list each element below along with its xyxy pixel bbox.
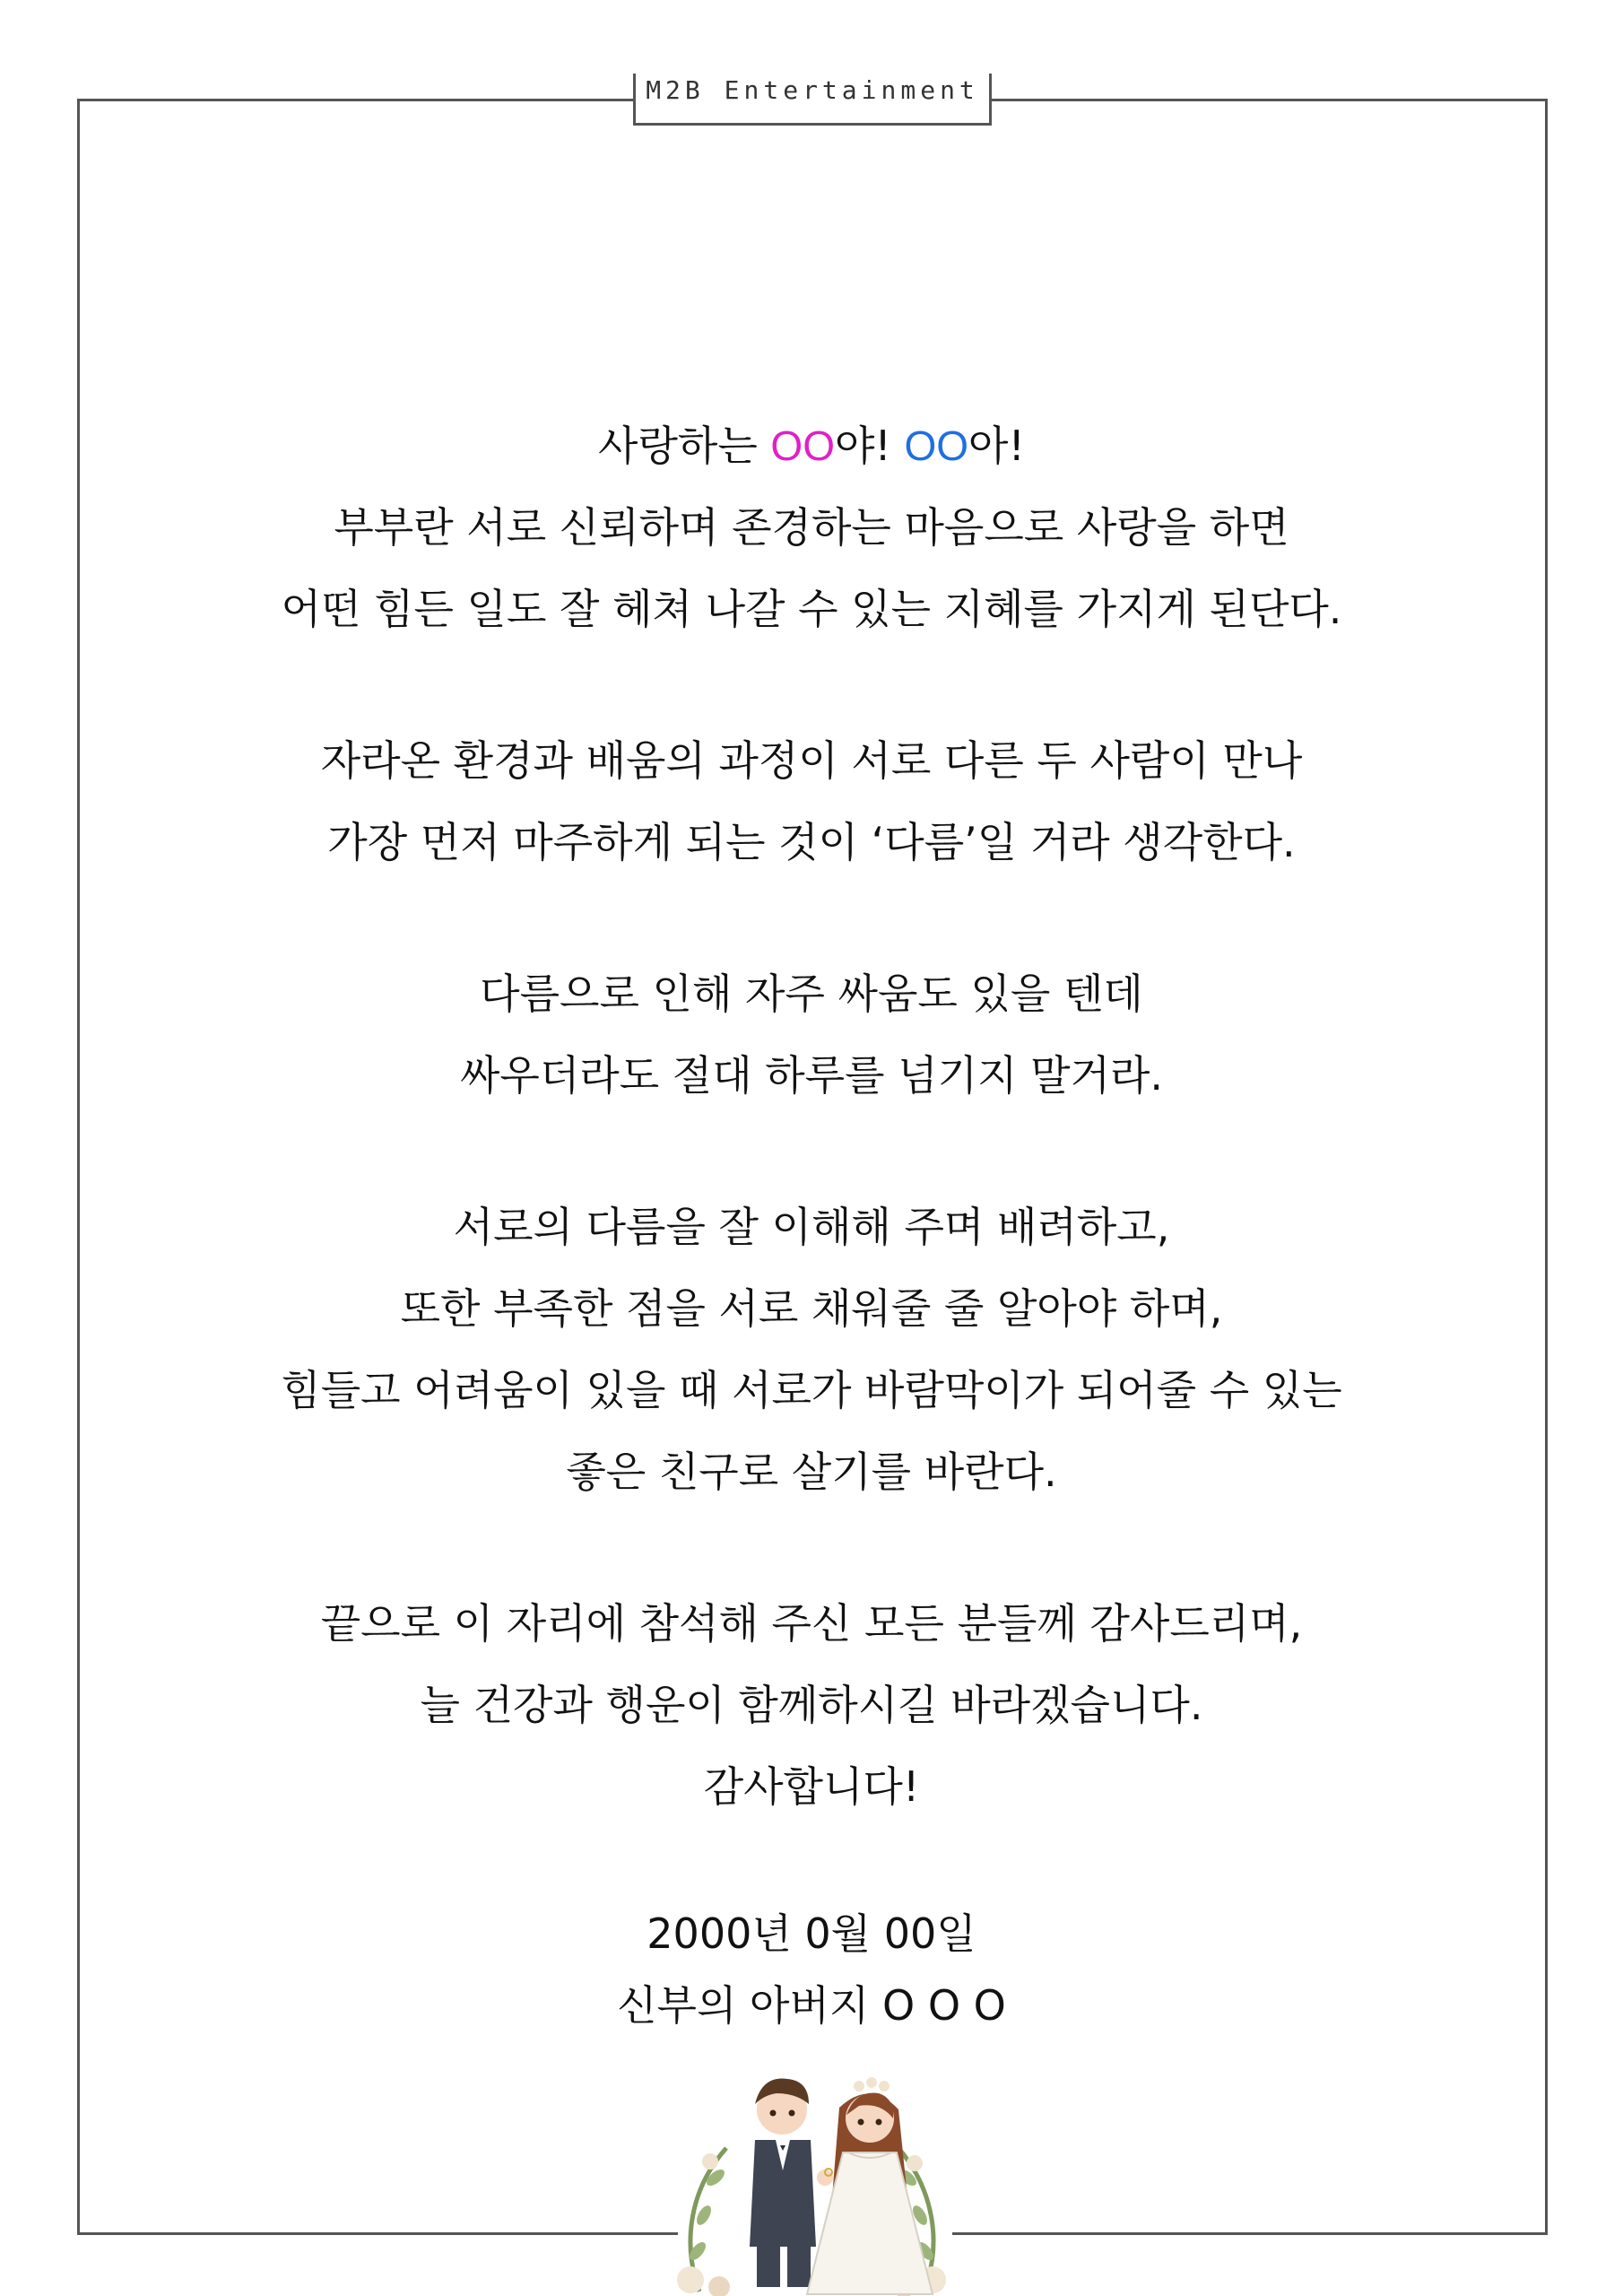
paragraph-line: 가장 먼저 마주하게 되는 것이 ‘다름’일 거라 생각한다. bbox=[327, 818, 1296, 866]
signer-name: 신부의 아버지 O O O bbox=[617, 1981, 1006, 2030]
greeting-mid: 야! bbox=[834, 422, 905, 470]
paragraph-line: 끝으로 이 자리에 참석해 주신 모든 분들께 감사드리며, bbox=[320, 1599, 1303, 1648]
letter-body bbox=[81, 405, 1542, 1828]
paragraph-line: 늘 건강과 행운이 함께하시길 바라겠습니다. bbox=[420, 1681, 1203, 1729]
paragraph-line: 서로의 다름을 잘 이해해 주며 배려하고, bbox=[453, 1203, 1170, 1251]
letter-date: 2000년 0월 00일 bbox=[647, 1909, 976, 1958]
frame-left bbox=[77, 99, 80, 2235]
frame-top-right bbox=[990, 99, 1548, 101]
paragraph-line: 싸우더라도 절대 하루를 넘기지 말거라. bbox=[459, 1051, 1164, 1100]
frame-bottom-right bbox=[952, 2232, 1548, 2235]
paragraph-line: 다름으로 인해 자주 싸움도 있을 텐데 bbox=[480, 970, 1143, 1018]
signature-block bbox=[81, 1898, 1542, 2041]
groom-name-placeholder: OO bbox=[770, 422, 835, 469]
greeting-line bbox=[81, 405, 1542, 487]
wedding-couple-icon bbox=[664, 2063, 959, 2296]
frame-bottom-left bbox=[77, 2232, 678, 2235]
paragraph-line: 부부란 서로 신뢰하며 존경하는 마음으로 사랑을 하면 bbox=[334, 503, 1289, 552]
paragraph-line: 감사합니다! bbox=[703, 1762, 920, 1811]
brand-name: M2B Entertainment bbox=[646, 75, 979, 105]
bride-name-placeholder: OO bbox=[904, 422, 969, 469]
paragraph-line: 힘들고 어려움이 있을 때 서로가 바람막이가 되어줄 수 있는 bbox=[281, 1366, 1342, 1414]
greeting-suffix: 아! bbox=[968, 422, 1025, 470]
paragraph-line: 어떤 힘든 일도 잘 헤쳐 나갈 수 있는 지혜를 가지게 된단다. bbox=[281, 585, 1342, 633]
bride-figure bbox=[807, 2077, 933, 2294]
frame-right bbox=[1545, 99, 1548, 2235]
greeting-prefix: 사랑하는 bbox=[598, 422, 771, 470]
paragraph-line: 좋은 친구로 살기를 바란다. bbox=[566, 1448, 1057, 1496]
paragraph-line: 또한 부족한 점을 서로 채워줄 줄 알아야 하며, bbox=[400, 1284, 1223, 1333]
groom-figure bbox=[750, 2079, 816, 2287]
frame-top-left bbox=[77, 99, 635, 101]
paragraph-line: 자라온 환경과 배움의 과정이 서로 다른 두 사람이 만나 bbox=[320, 736, 1303, 785]
